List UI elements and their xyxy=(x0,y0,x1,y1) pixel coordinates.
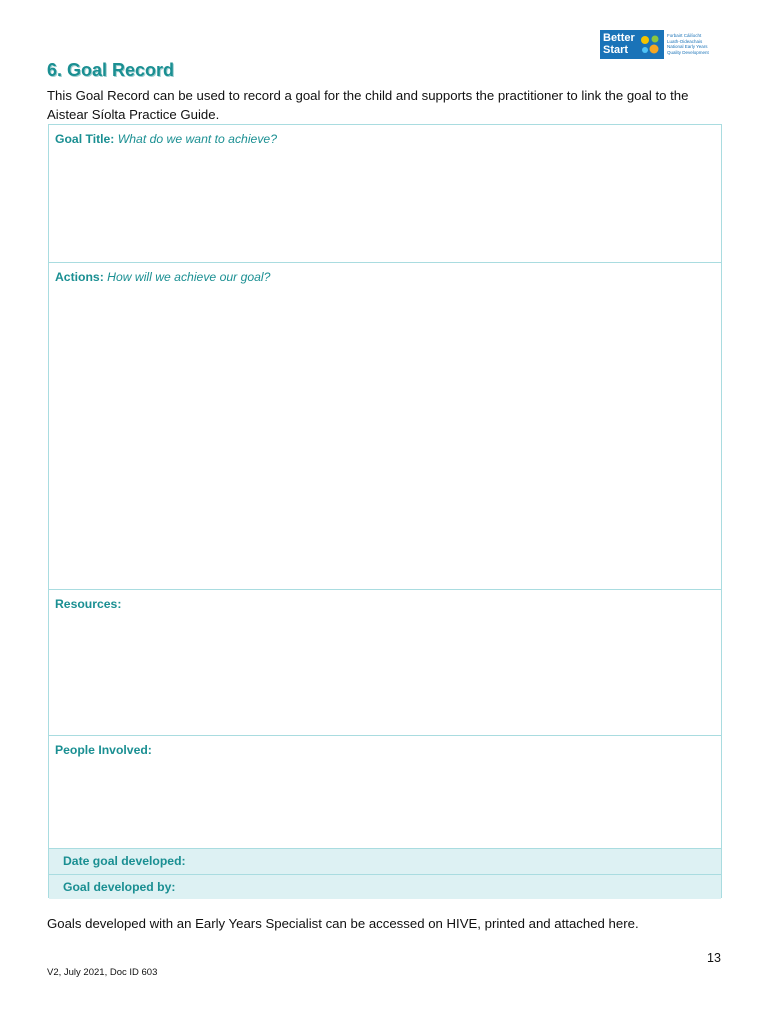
date-developed-field[interactable] xyxy=(49,849,721,875)
logo-tagline xyxy=(667,33,709,55)
better-start-logo xyxy=(600,29,718,59)
developed-by-field[interactable] xyxy=(49,875,721,899)
logo-brand-line2: Start xyxy=(603,43,629,56)
goal-title-label: Goal Title: xyxy=(55,132,115,146)
section-heading: 6. Goal Record xyxy=(47,60,175,80)
actions-label: Actions: xyxy=(55,270,104,284)
developed-by-label: Goal developed by: xyxy=(63,880,176,894)
people-involved-label: People Involved: xyxy=(55,743,152,757)
goal-title-hint: What do we want to achieve? xyxy=(117,132,277,146)
document-footer: V2, July 2021, Doc ID 603 xyxy=(47,967,158,978)
page-number: 13 xyxy=(707,951,721,965)
resources-field[interactable] xyxy=(49,590,721,736)
date-developed-label: Date goal developed: xyxy=(63,854,186,868)
logo-tagline-line: Luath-Oideachais xyxy=(667,38,703,44)
people-involved-field[interactable] xyxy=(49,736,721,849)
actions-hint: How will we achieve our goal? xyxy=(107,270,271,284)
goal-record-form xyxy=(48,124,722,898)
logo-badge xyxy=(600,30,664,59)
actions-field[interactable] xyxy=(49,263,721,590)
logo-tagline-line: Forbairt Cáilíocht xyxy=(667,33,702,38)
goal-title-field[interactable] xyxy=(49,125,721,263)
hive-note: Goals developed with an Early Years Specialist can be accessed on HIVE, printed and attached here. xyxy=(47,916,639,931)
resources-label: Resources: xyxy=(55,597,122,611)
logo-tagline-line: National Early Years xyxy=(667,44,708,49)
logo-dots-icon xyxy=(638,33,662,57)
logo-brand-line1: Better xyxy=(603,31,635,44)
logo-tagline-line: Quality Development xyxy=(667,49,709,55)
intro-paragraph: This Goal Record can be used to record a goal for the child and supports the practitioner to link the goal to the Aistear Síolta Practice Guide. xyxy=(47,88,689,122)
